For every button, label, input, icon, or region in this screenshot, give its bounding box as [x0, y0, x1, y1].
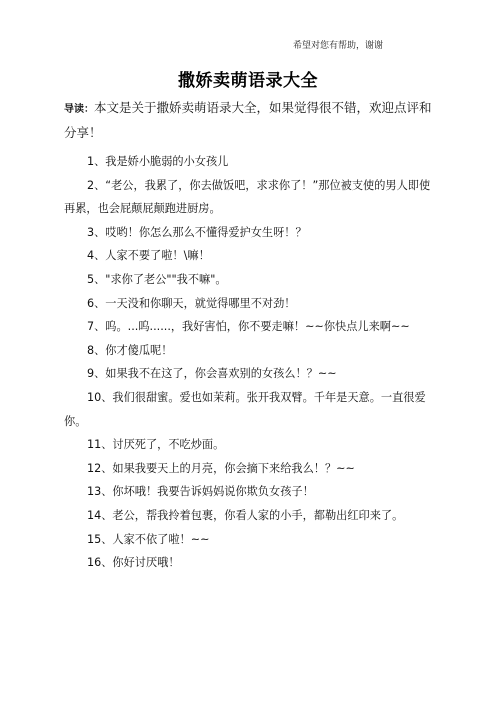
list-item: 10、我们很甜蜜。爱也如茉莉。张开我双臂。千年是天意。一直很爱你。: [64, 390, 426, 428]
quote-list: [64, 150, 434, 575]
header-note: 希望对您有帮助，谢谢: [292, 41, 383, 51]
list-item: 6、一天没和你聊天，就觉得哪里不对劲！: [87, 296, 296, 310]
list-item: 12、如果我要天上的月亮，你会摘下来给我么！？~~: [87, 461, 355, 475]
intro-text: 本文是关于撒娇卖萌语录大全，如果觉得很不错，欢迎点评和分享！: [64, 100, 432, 140]
document-title: 撒娇卖萌语录大全: [178, 71, 318, 91]
list-item: 3、哎哟！你怎么那么不懂得爱护女生呀！？: [87, 225, 307, 239]
intro-label: 导读：: [64, 104, 94, 115]
list-item: 13、你坏哦！我要告诉妈妈说你欺负女孩子！: [87, 485, 314, 499]
list-item: 2、“老公，我累了，你去做饭吧，求求你了！”那位被支使的男人即使再累，也会屁颠屁颠跑进厨房。: [64, 178, 431, 216]
list-item: 11、讨厌死了，不吃炒面。: [87, 438, 225, 452]
list-item: 9、如果我不在这了，你会喜欢别的女孩么！？~~: [87, 367, 337, 381]
list-item: 15、人家不依了啦！~~: [87, 532, 210, 546]
list-item: 4、人家不要了啦！\嘛！: [87, 249, 210, 263]
list-item: 5、"求你了老公""我不嘛"。: [87, 272, 227, 286]
intro-paragraph: [64, 96, 434, 144]
list-item: 16、你好讨厌哦！: [87, 556, 180, 570]
list-item: 14、老公，帮我拎着包裹，你看人家的小手，都勒出红印来了。: [87, 508, 404, 522]
list-item: 1、我是娇小脆弱的小女孩儿: [87, 155, 229, 168]
list-item: 7、呜。...呜......，我好害怕，你不要走嘛！~~你快点儿来啊~~: [87, 320, 410, 334]
list-item: 8、你才傻瓜呢！: [87, 343, 173, 357]
